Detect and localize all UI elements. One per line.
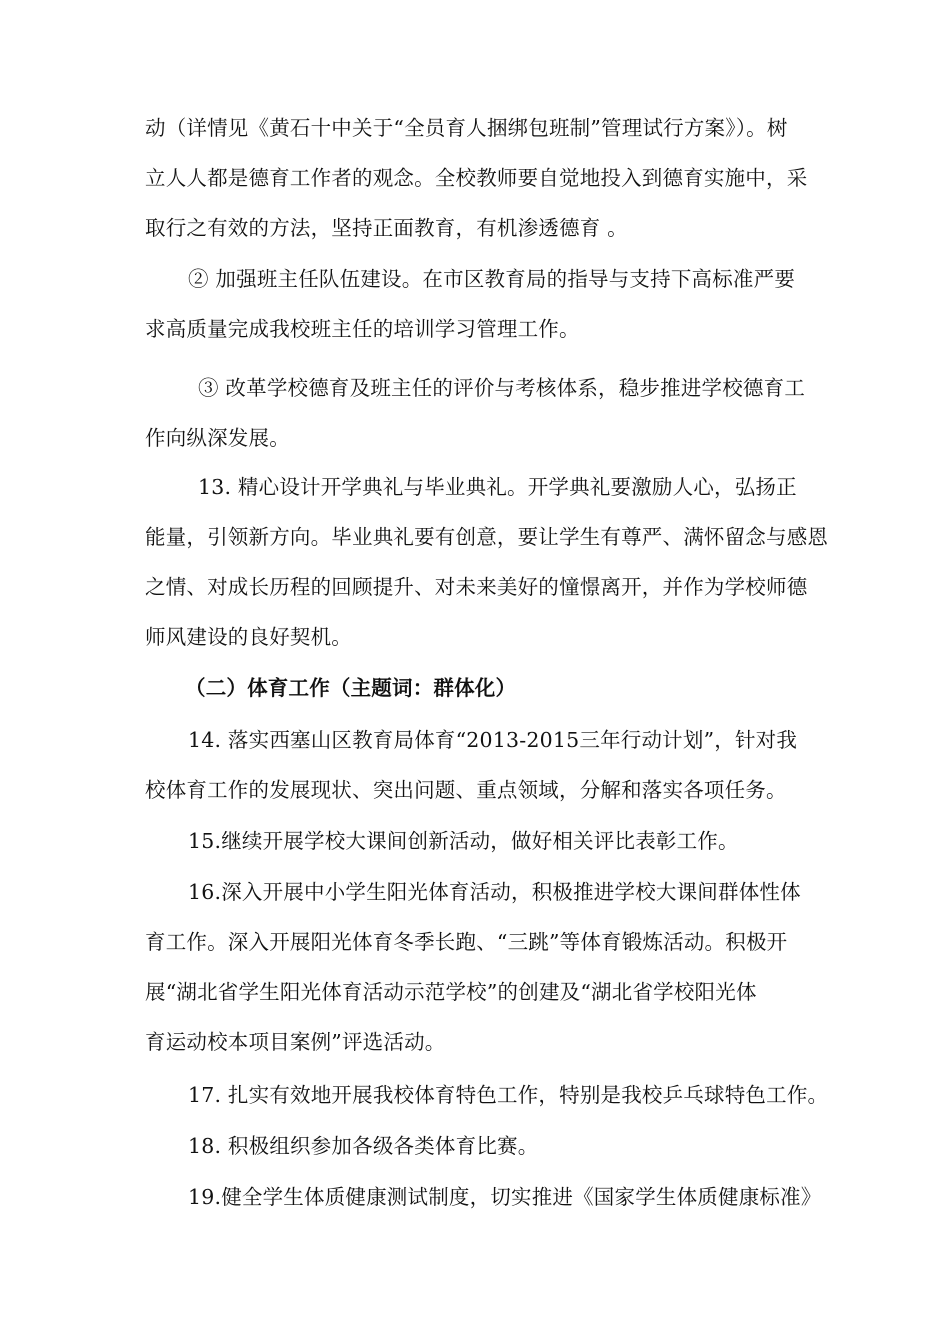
text-line: 展“湖北省学生阳光体育活动示范学校”的创建及“湖北省学校阳光体 [145,980,757,1004]
text-line: 14. 落实西塞山区教育局体育“2013-2015三年行动计划”，针对我 [188,728,798,752]
text-line: 立人人都是德育工作者的观念。全校教师要自觉地投入到德育实施中，采 [145,166,808,190]
text-line: ② 加强班主任队伍建设。在市区教育局的指导与支持下高标准严要 [188,267,796,291]
text-line: 18. 积极组织参加各级各类体育比赛。 [188,1134,539,1158]
text-line: 之情、对成长历程的回顾提升、对未来美好的憧憬离开，并作为学校师德 [145,575,808,599]
text-line: ③ 改革学校德育及班主任的评价与考核体系，稳步推进学校德育工 [198,376,806,400]
text-line: 育工作。深入开展阳光体育冬季长跑、“三跳”等体育锻炼活动。积极开 [145,930,788,954]
text-line: 19.健全学生体质健康测试制度，切实推进《国家学生体质健康标准》 [188,1185,822,1209]
text-line: 17. 扎实有效地开展我校体育特色工作，特别是我校乒乓球特色工作。 [188,1083,829,1107]
text-line: 作向纵深发展。 [145,426,290,450]
text-line: 校体育工作的发展现状、突出问题、重点领域，分解和落实各项任务。 [145,778,787,802]
text-line: 求高质量完成我校班主任的培训学习管理工作。 [145,317,580,341]
text-line: 师风建设的良好契机。 [145,625,352,649]
text-line: 动（详情见《黄石十中关于“全员育人捆绑包班制”管理试行方案》）。树 [145,116,788,140]
text-line: 16.深入开展中小学生阳光体育活动，积极推进学校大课间群体性体 [188,880,801,904]
text-line: 13. 精心设计开学典礼与毕业典礼。开学典礼要激励人心，弘扬正 [198,475,797,499]
text-line: 15.继续开展学校大课间创新活动，做好相关评比表彰工作。 [188,829,739,853]
text-line: 能量，引领新方向。毕业典礼要有创意，要让学生有尊严、满怀留念与感恩 [145,525,829,549]
text-line: 育运动校本项目案例”评选活动。 [145,1030,446,1054]
section-heading: （二）体育工作（主题词：群体化） [185,676,517,700]
text-line: 取行之有效的方法，坚持正面教育，有机渗透德育 。 [145,216,628,240]
